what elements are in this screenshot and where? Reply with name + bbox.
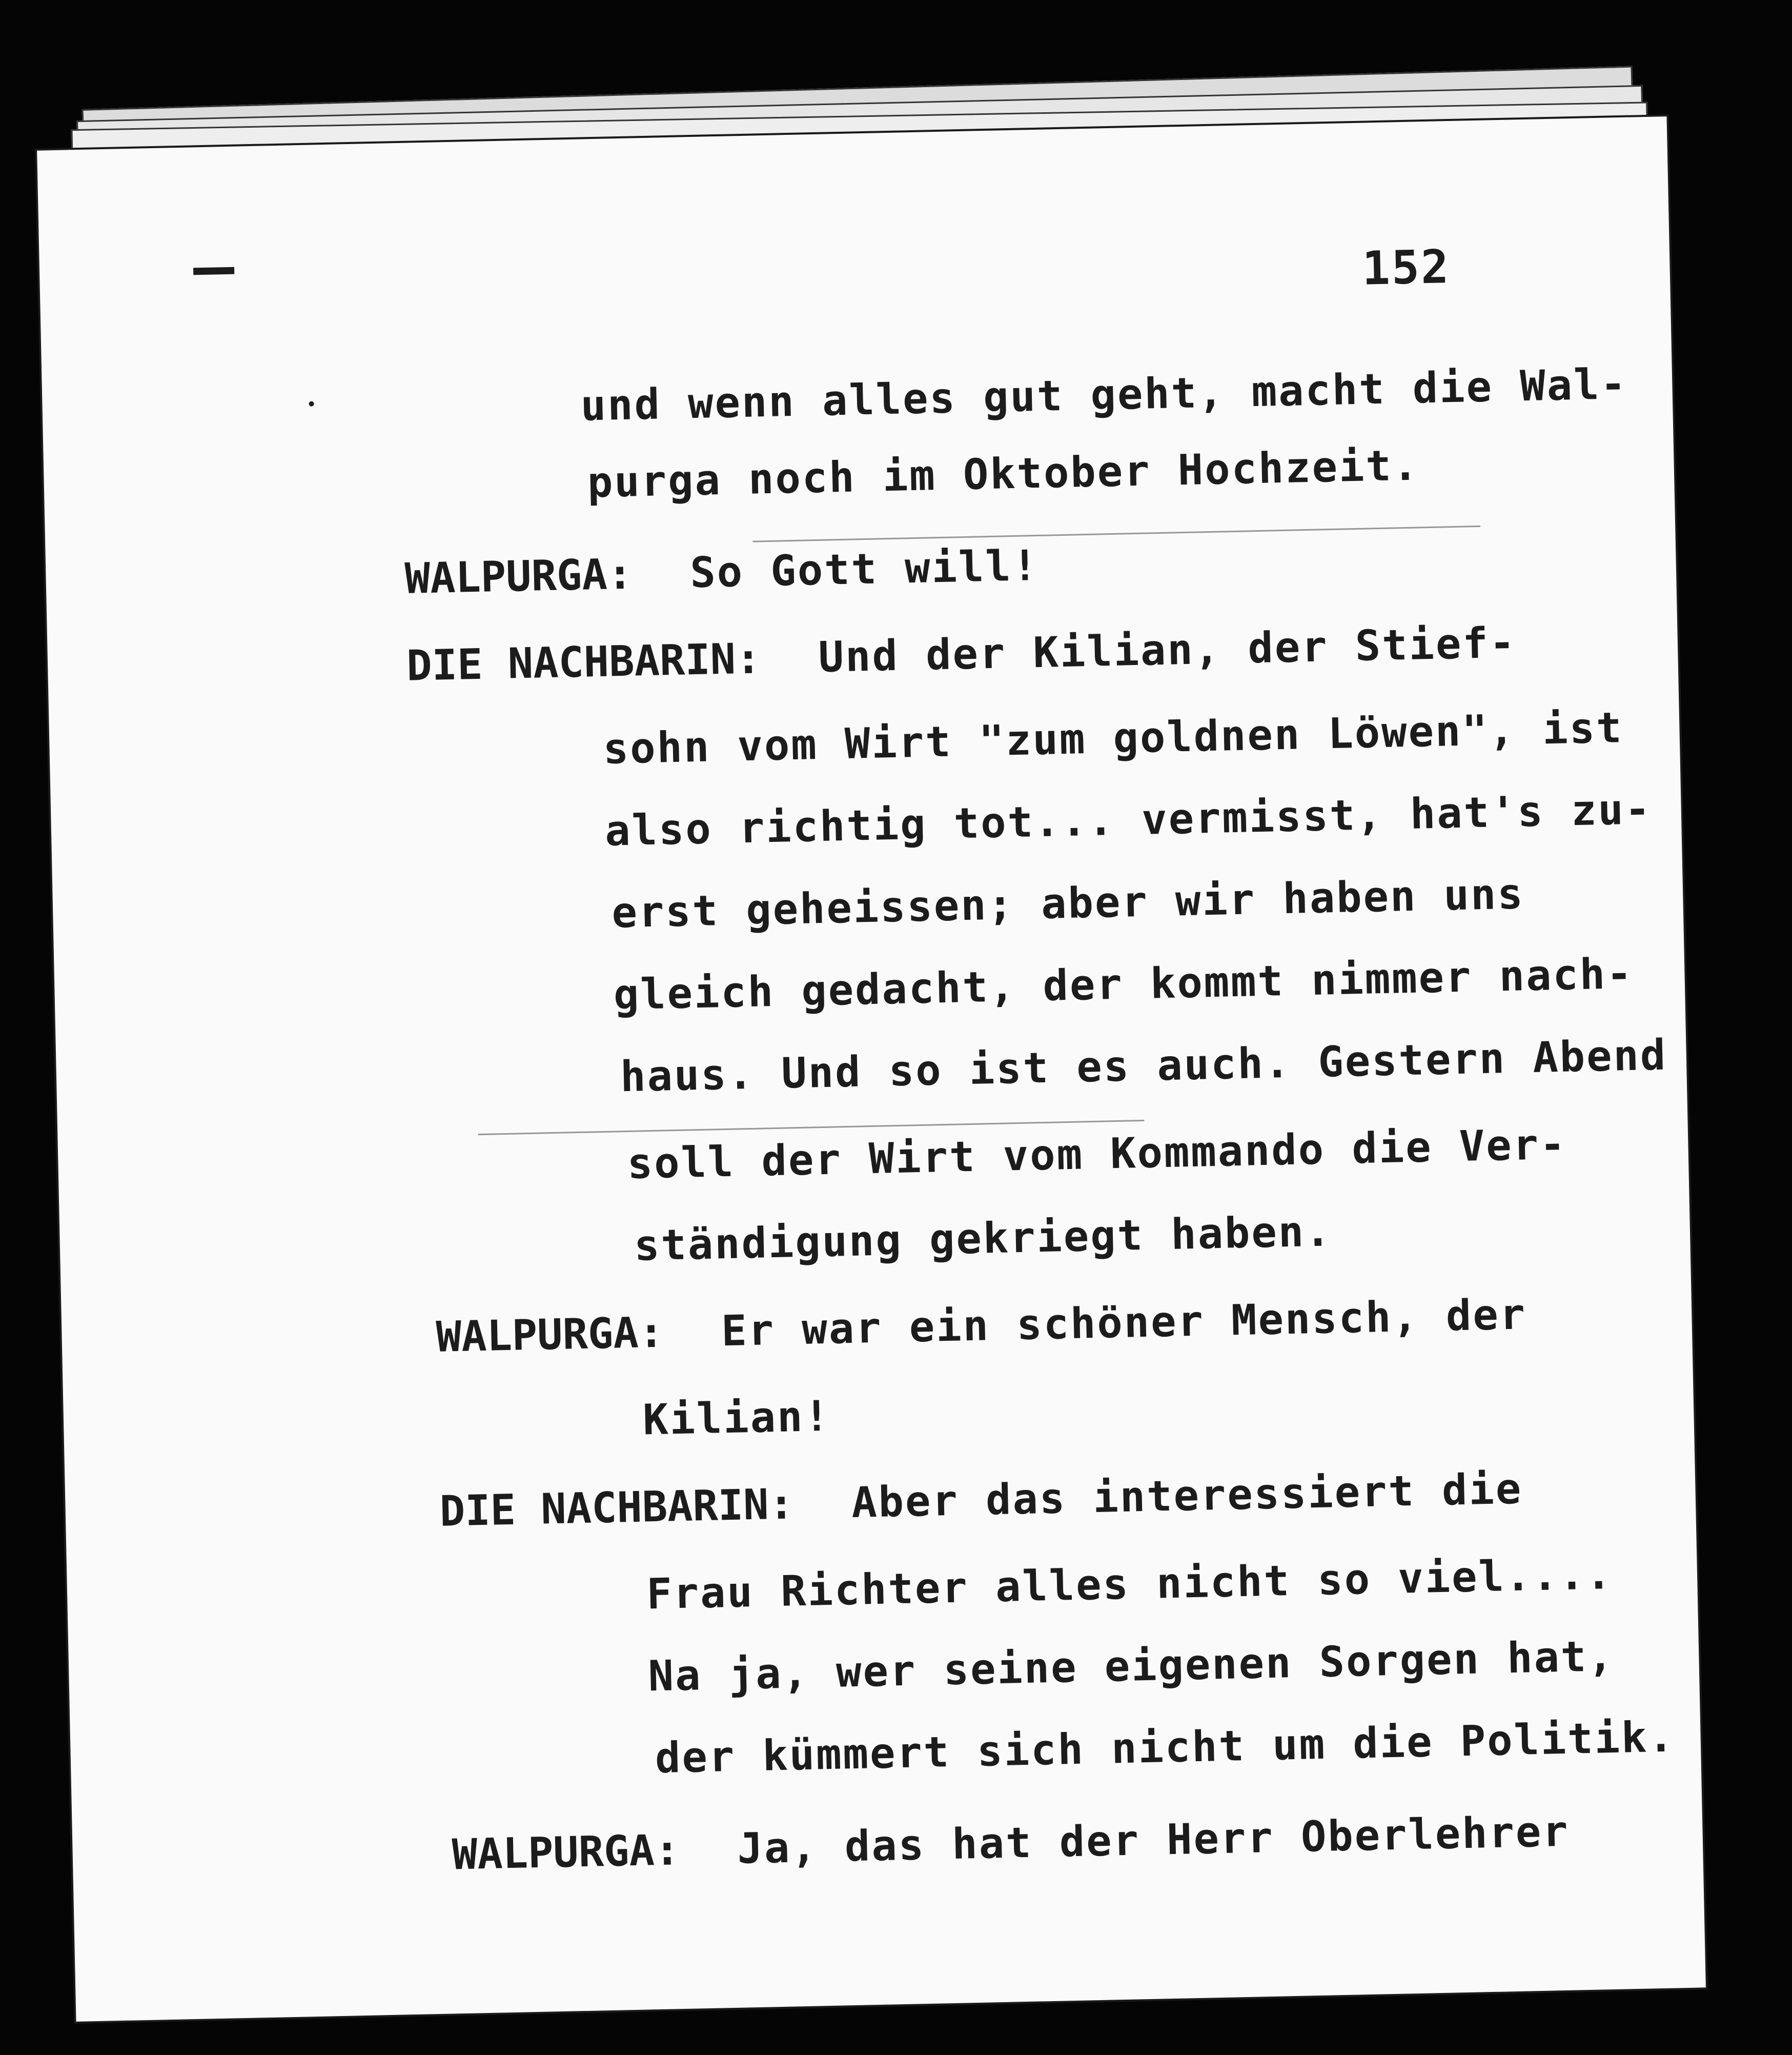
script-line (655, 1712, 1676, 1783)
script-line (642, 1392, 831, 1445)
script-line (435, 1290, 1528, 1362)
line-text: Ja, das hat der Herr Oberlehrer (737, 1807, 1570, 1873)
script-line (634, 1207, 1333, 1271)
typescript-sheet (37, 116, 1706, 2022)
speaker-name: WALPURGA: (404, 550, 634, 603)
script-line (580, 359, 1628, 431)
line-text: Und der Kilian, der Stief- (818, 618, 1517, 682)
line-text: Frau Richter alles nicht so viel.... (646, 1549, 1614, 1619)
margin-dash-mark (193, 267, 234, 275)
script-line (620, 1031, 1668, 1102)
script-line (646, 1549, 1614, 1619)
page-number: 152 (1361, 240, 1451, 296)
line-text: Na ja, wer seine eigenen Sorgen hat, (647, 1631, 1615, 1701)
script-line (451, 1807, 1570, 1880)
line-text: Aber das interessiert die (851, 1464, 1523, 1527)
script-line (439, 1464, 1523, 1536)
script-line (647, 1631, 1615, 1701)
line-text: gleich gedacht, der kommt nimmer nach- (613, 949, 1634, 1020)
script-line (604, 785, 1653, 856)
margin-dot-mark (309, 401, 314, 406)
line-text: soll der Wirt vom Kommando die Ver- (626, 1120, 1567, 1189)
speaker-name: WALPURGA: (435, 1308, 665, 1362)
line-text: So Gott will! (689, 541, 1040, 598)
script-line (586, 441, 1420, 508)
line-text: sohn vom Wirt "zum goldnen Löwen", ist (602, 703, 1624, 774)
script-line (611, 870, 1525, 938)
script-line (404, 541, 1040, 603)
line-text: purga noch im Oktober Hochzeit. (586, 441, 1420, 508)
script-line (602, 703, 1624, 774)
line-text: erst geheissen; aber wir haben uns (611, 870, 1525, 938)
script-line (626, 1120, 1567, 1189)
script-line (406, 618, 1517, 691)
script-line (613, 949, 1634, 1020)
line-text: haus. Und so ist es auch. Gestern Abend (620, 1031, 1668, 1102)
pencil-underline (752, 526, 1480, 542)
speaker-name: WALPURGA: (451, 1826, 681, 1880)
line-text: und wenn alles gut geht, macht die Wal- (580, 359, 1628, 431)
line-text: Kilian! (642, 1392, 831, 1445)
speaker-name: DIE NACHBARIN: (406, 634, 762, 691)
line-text: also richtig tot... vermisst, hat's zu- (604, 785, 1653, 856)
line-text: der kümmert sich nicht um die Politik. (655, 1712, 1676, 1783)
speaker-name: DIE NACHBARIN: (439, 1480, 795, 1536)
line-text: ständigung gekriegt haben. (634, 1207, 1333, 1271)
line-text: Er war ein schöner Mensch, der (721, 1290, 1528, 1356)
